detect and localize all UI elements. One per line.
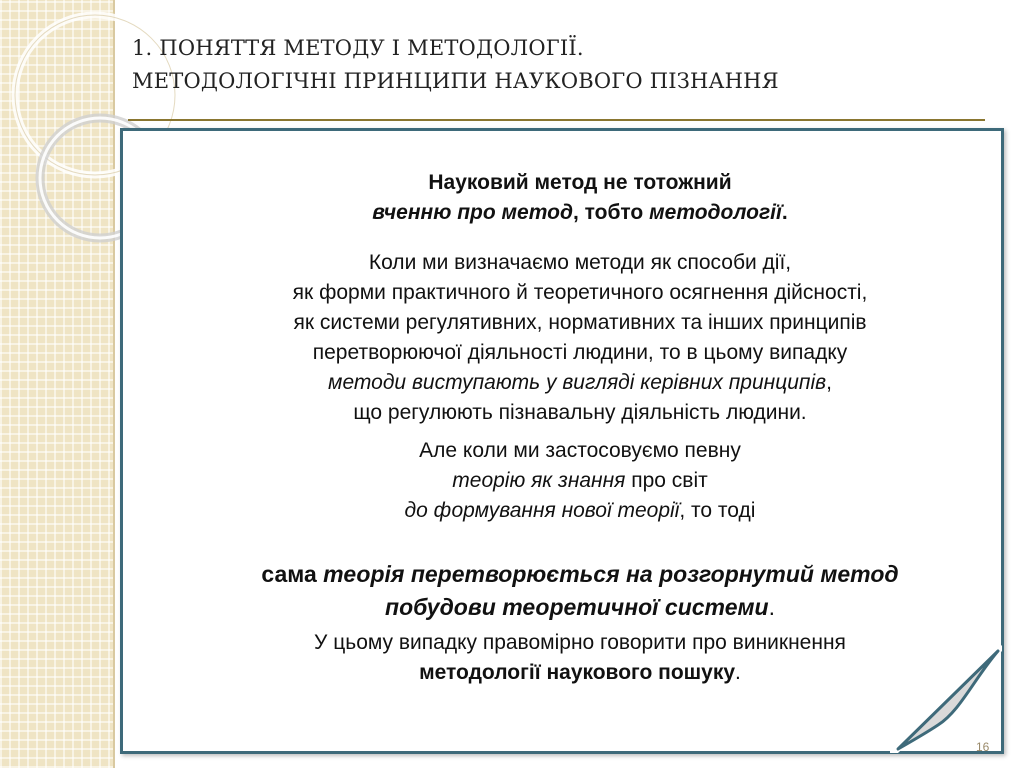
paragraph-research-methodology bbox=[150, 628, 1010, 688]
paragraph-methods-as-principles bbox=[150, 248, 1010, 428]
p4-lead: сама bbox=[261, 561, 324, 587]
p5-strong: методології наукового пошуку bbox=[419, 661, 736, 684]
p2-line4: перетворюючої діяльності людини, то в цьому випадку bbox=[312, 341, 848, 364]
slide-body-text bbox=[150, 168, 1010, 688]
p1-emphasis-doctrine: вченню про метод bbox=[372, 201, 573, 224]
p3-emphasis-new-theory: до формування нової теорії bbox=[404, 499, 680, 522]
paragraph-theory-application bbox=[150, 436, 1010, 526]
p5-period: . bbox=[735, 661, 741, 684]
p2-line6: що регулюють пізнавальну діяльність людини. bbox=[353, 401, 807, 424]
p2-line1: Коли ми визначаємо методи як способи дії, bbox=[368, 251, 792, 274]
p1-line1: Науковий метод не тотожний bbox=[428, 171, 732, 194]
p3-tail1: про світ bbox=[625, 469, 708, 492]
p2-comma: , bbox=[826, 371, 832, 394]
p1-connector: , тобто bbox=[572, 201, 650, 224]
paragraph-theory-becomes-method bbox=[150, 558, 1010, 624]
p3-tail2: , то тоді bbox=[679, 499, 756, 522]
p4-emphasis-2: побудови теоретичної системи bbox=[385, 594, 769, 620]
p4-emphasis-1: теорія перетворюється на розгорнутий метод bbox=[323, 561, 899, 587]
p1-emphasis-methodology: методології bbox=[649, 201, 782, 224]
p3-emphasis-theory: теорію як знання bbox=[452, 469, 626, 492]
p4-period: . bbox=[768, 594, 775, 620]
p2-line2: як форми практичного й теоретичного осягнення дійсності, bbox=[292, 281, 868, 304]
p3-line1: Але коли ми застосовуємо певну bbox=[419, 439, 741, 462]
paragraph-method-not-methodology bbox=[150, 168, 1010, 228]
page-curl-icon bbox=[890, 645, 1002, 753]
title-divider bbox=[128, 119, 985, 121]
p1-period: . bbox=[781, 201, 788, 224]
p5-line1: У цьому випадку правомірно говорити про виникнення bbox=[314, 631, 846, 654]
p2-emphasis: методи виступають у вигляді керівних принципів bbox=[328, 371, 827, 394]
p2-line3: як системи регулятивних, нормативних та інших принципів bbox=[293, 311, 867, 334]
slide-title bbox=[132, 32, 779, 98]
page-number: 16 bbox=[976, 740, 990, 754]
slide-title-line-2: МЕТОДОЛОГІЧНІ ПРИНЦИПИ НАУКОВОГО ПІЗНАННЯ bbox=[132, 69, 779, 93]
slide-title-line-1: 1. ПОНЯТТЯ МЕТОДУ І МЕТОДОЛОГІЇ. bbox=[132, 36, 584, 60]
